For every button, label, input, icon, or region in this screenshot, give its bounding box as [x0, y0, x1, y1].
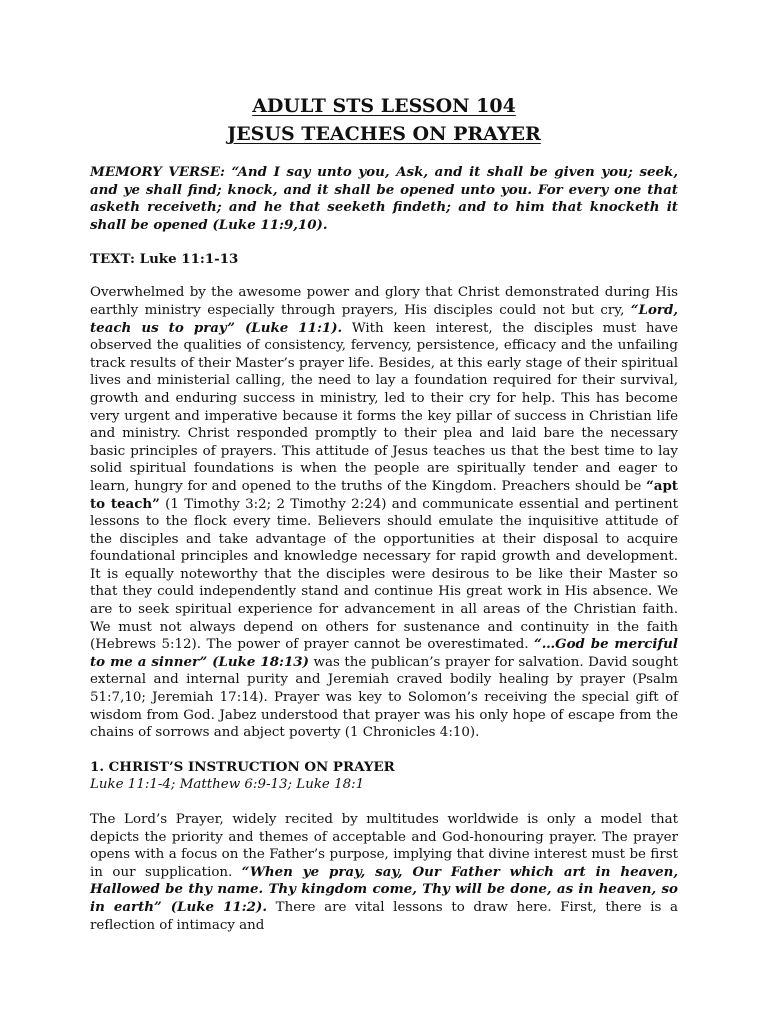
intro-text-3: (1 Timothy 3:2; 2 Timothy 2:24) and communicate essential and pertinent lessons to the flock every time. Believers should emulate the inquisitive attitude of the disciples and take advantage of the opportunities at their disposal to acquire foundational principles and knowledge necessary for rapid growth and development. It is equally noteworthy that the disciples were desirous to be like their Master so that they could independently stand and continue His great work in His absence. We are to seek spiritual experience for advancement in all areas of the Christian faith. We must not always depend on others for sustenance and continuity in the faith (Hebrews 5:12). The power of prayer cannot be overestimated. — [90, 496, 678, 653]
intro-quote-3: “…God be merciful to me a sinner” (Luke 18:13) — [90, 636, 678, 670]
intro-text-4: was the publican’s prayer for salvation. David sought external and internal purity and Jeremiah craved bodily healing by prayer (Psalm 51:7,10; Jeremiah 17:14). Prayer was key to Solomon’s receiving the special gift of wisdom from God. Jabez understood that prayer was his only hope of escape from the chains of sorrows and abject poverty (1 Chronicles 4:10). — [90, 654, 678, 741]
memory-verse: MEMORY VERSE: “And I say unto you, Ask, and it shall be given you; seek, and ye shall find; knock, and it shall be opened unto you. For every one that asketh receiveth; and he that seeketh findeth; and to him that knocketh it shall be opened (Luke 11:9,10). — [90, 164, 678, 233]
section-references: Luke 11:1-4; Matthew 6:9-13; Luke 18:1 — [90, 777, 365, 793]
section-text-2: There are vital lessons to draw here. First, there is a reflection of intimacy and — [90, 899, 679, 933]
lesson-title: ADULT STS LESSON 104 — [252, 95, 516, 117]
title-block — [90, 92, 678, 148]
intro-text-1: Overwhelmed by the awesome power and glory that Christ demonstrated during His earthly ministry especially through prayers, His disciples could not but cry, — [90, 285, 678, 318]
section-paragraph — [90, 811, 678, 934]
intro-paragraph — [90, 284, 678, 741]
text-reference: TEXT: Luke 11:1-13 — [90, 251, 239, 268]
intro-quote-1: “Lord, teach us to pray” (Luke 11:1). — [90, 301, 678, 336]
lesson-subtitle: JESUS TEACHES ON PRAYER — [227, 123, 541, 145]
intro-quote-2: “apt to teach” — [90, 477, 678, 512]
section-quote-1: “When ye pray, say, Our Father which art in heaven, Hallowed be thy name. Thy kingdom come, Thy will be done, as in heaven, so in earth” (Luke 11:2). — [90, 863, 678, 915]
section-heading: 1. CHRIST’S INSTRUCTION ON PRAYER — [90, 758, 395, 775]
section-text-1: The Lord’s Prayer, widely recited by multitudes worldwide is only a model that depicts the priority and themes of acceptable and God-honouring prayer. The prayer opens with a focus on the Father’s purpose, implying that divine interest must be first in our supplication. — [90, 812, 678, 880]
intro-text-2: With keen interest, the disciples must have observed the qualities of consistency, fervency, persistence, efficacy and the unfailing track results of their Master’s prayer life. Besides, at this early stage of their spiritual lives and ministerial calling, the need to lay a foundation required for their survival, growth and enduring success in ministry, led to their cry for help. This has become very urgent and imperative because it forms the key pillar of success in Christian life and ministry. Christ responded promptly to their plea and laid bare the necessary basic principles of prayers. This attitude of Jesus teaches us that the best time to lay solid spiritual foundations is when the people are spiritually tender and eager to learn, hungry for and opened to the truths of the Kingdom. Preachers should be — [90, 320, 678, 494]
